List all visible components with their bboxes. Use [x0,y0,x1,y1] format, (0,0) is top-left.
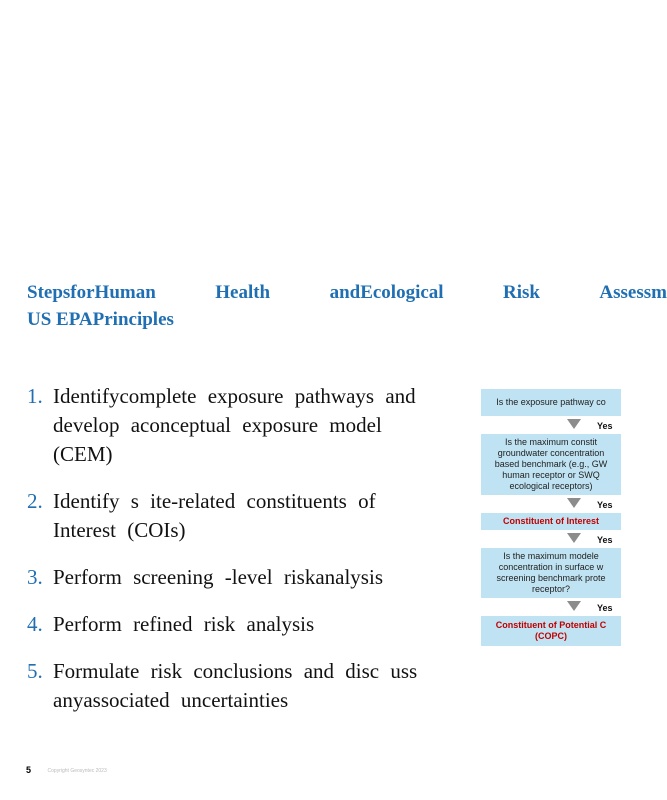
flowchart-connector [481,530,621,548]
flowchart-box-text: Constituent of Interest [503,516,599,526]
down-arrow-icon [567,533,581,543]
list-item [27,610,447,639]
flowchart-box-line: Is the maximum modele [503,551,599,561]
flowchart-box-line: receptor? [531,584,571,594]
slide-title [27,279,667,333]
copyright-text: Copyright Geosyntec 2023 [47,767,107,774]
title-word: Health [215,282,271,303]
flowchart-box-line: (COPC) [535,631,567,641]
flowchart-box-line: Is the maximum constit [504,437,598,447]
step-number: 5. [27,659,43,683]
steps-list [27,382,447,733]
step-text: Perform refined risk analysis [53,612,315,636]
list-item [27,382,447,469]
flowchart-box-groundwater [481,434,621,495]
flowchart-connector [481,416,621,434]
yes-label: Yes [597,535,613,545]
screening-flowchart [481,389,621,646]
yes-label: Yes [597,421,613,431]
yes-label: Yes [597,500,613,510]
step-text: Identifycomplete exposure pathways and develop aconceptual exposure model (CEM) [53,384,416,466]
flowchart-box-coi [481,513,621,530]
flowchart-box-line: concentration in surface w [498,562,604,572]
flowchart-connector [481,495,621,513]
page-number: 5 [26,765,32,775]
flowchart-connector [481,598,621,616]
step-number: 4. [27,612,43,636]
step-text: Perform screening -level riskanalysis [53,565,383,589]
flowchart-box-line: ecological receptors) [509,481,593,491]
list-item [27,657,447,715]
title-word: andEcological [329,282,444,303]
title-word: Assessm [599,282,667,303]
list-item [27,487,447,545]
flowchart-box-line: based benchmark (e.g., GW [494,459,608,469]
flowchart-box-line: groundwater concentration [497,448,605,458]
title-word: Risk [503,282,540,303]
flowchart-box-surface-water [481,548,621,598]
flowchart-box-copc [481,616,621,646]
title-word: StepsforHuman [27,282,156,303]
flowchart-box-line: screening benchmark prote [496,573,606,583]
yes-label: Yes [597,603,613,613]
down-arrow-icon [567,419,581,429]
down-arrow-icon [567,601,581,611]
step-text: Identify s ite-related constituents of Interest (COIs) [53,489,376,542]
title-line-2: US EPAPrinciples [27,309,174,330]
flowchart-box-pathway [481,389,621,416]
flowchart-box-line: Constituent of Potential C [495,620,607,630]
down-arrow-icon [567,498,581,508]
flowchart-box-line: human receptor or SWQ [502,470,600,480]
step-text: Formulate risk conclusions and disc uss anyassociated uncertainties [53,659,418,712]
step-number: 2. [27,489,43,513]
title-line-1 [27,279,667,306]
flowchart-box-text: Is the exposure pathway co [496,397,606,407]
step-number: 3. [27,565,43,589]
slide-footer [26,765,107,775]
step-number: 1. [27,384,43,408]
list-item [27,563,447,592]
